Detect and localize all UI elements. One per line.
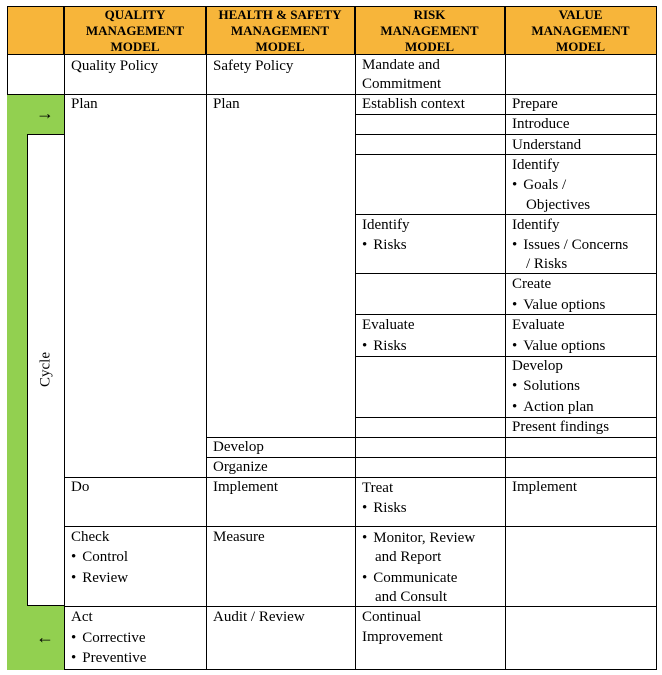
management-models-table — [7, 6, 657, 670]
quality-check: Check — [71, 529, 110, 545]
header-corner — [7, 6, 64, 55]
risk-evaluate: Evaluate — [362, 317, 415, 333]
risk-mandate-line: Mandate and — [362, 57, 440, 73]
header-safety-text: HEALTH & SAFETY MANAGEMENT MODEL — [218, 6, 342, 54]
header-safety — [206, 6, 355, 55]
risk-context: Establish context — [362, 96, 465, 112]
risk-treat: Treat — [362, 480, 394, 496]
quality-plan: Plan — [71, 96, 98, 112]
quality-do: Do — [71, 479, 90, 495]
header-risk-text: RISK MANAGEMENT MODEL — [380, 6, 479, 54]
value-develop-item: • Action plan — [506, 397, 600, 417]
value-implement: Implement — [512, 479, 577, 495]
safety-measure: Measure — [213, 529, 265, 545]
risk-check-item-cont: and Consult — [375, 589, 448, 605]
safety-plan: Plan — [213, 96, 240, 112]
value-prepare: Prepare — [512, 96, 558, 112]
header-value — [505, 6, 657, 55]
value-evaluate-item: • Value options — [506, 336, 611, 356]
risk-improve-line: Improvement — [362, 629, 443, 645]
arrow-right-icon: → — [36, 103, 54, 123]
value-introduce: Introduce — [512, 116, 570, 132]
safety-policy: Safety Policy — [213, 58, 294, 74]
header-value-text: VALUE MANAGEMENT MODEL — [531, 6, 630, 54]
risk-evaluate-item: • Risks — [356, 336, 413, 356]
arrow-left-icon: ← — [36, 627, 54, 647]
risk-check-item: • Communicate — [356, 568, 463, 588]
quality-policy: Quality Policy — [71, 58, 159, 74]
value-identify-issues: Identify — [512, 217, 560, 233]
risk-identify: Identify — [362, 217, 410, 233]
header-quality — [64, 6, 206, 55]
quality-act-item: • Corrective — [65, 628, 152, 648]
value-present: Present findings — [512, 419, 610, 435]
risk-improve-line: Continual — [362, 609, 422, 625]
safety-organize: Organize — [213, 459, 268, 475]
value-develop-item: • Solutions — [506, 376, 586, 396]
value-identify-goals-item: • Goals / — [506, 175, 572, 195]
risk-treat-item: • Risks — [356, 498, 413, 518]
value-understand: Understand — [512, 137, 582, 153]
value-identify-goals-item-cont: Objectives — [526, 197, 591, 213]
quality-act: Act — [71, 609, 93, 625]
risk-mandate-line: Commitment — [362, 76, 442, 92]
value-identify-issues-item-cont: / Risks — [526, 256, 568, 272]
value-identify-goals: Identify — [512, 157, 560, 173]
quality-act-item: • Preventive — [65, 648, 152, 668]
safety-develop: Develop — [213, 439, 264, 455]
risk-identify-item: • Risks — [356, 235, 413, 255]
safety-audit: Audit / Review — [213, 609, 305, 625]
value-create-item: • Value options — [506, 295, 611, 315]
value-create: Create — [512, 276, 552, 292]
header-risk — [355, 6, 505, 55]
risk-check-item: • Monitor, Review — [356, 528, 481, 548]
quality-check-item: • Review — [65, 568, 134, 588]
value-develop: Develop — [512, 358, 563, 374]
header-quality-text: QUALITY MANAGEMENT MODEL — [85, 6, 185, 54]
safety-implement: Implement — [213, 479, 278, 495]
risk-check-item-cont: and Report — [375, 549, 442, 565]
value-identify-issues-item: • Issues / Concerns — [506, 235, 634, 255]
value-evaluate: Evaluate — [512, 317, 565, 333]
cycle-label: Cycle — [37, 352, 54, 387]
quality-check-item: • Control — [65, 547, 134, 567]
